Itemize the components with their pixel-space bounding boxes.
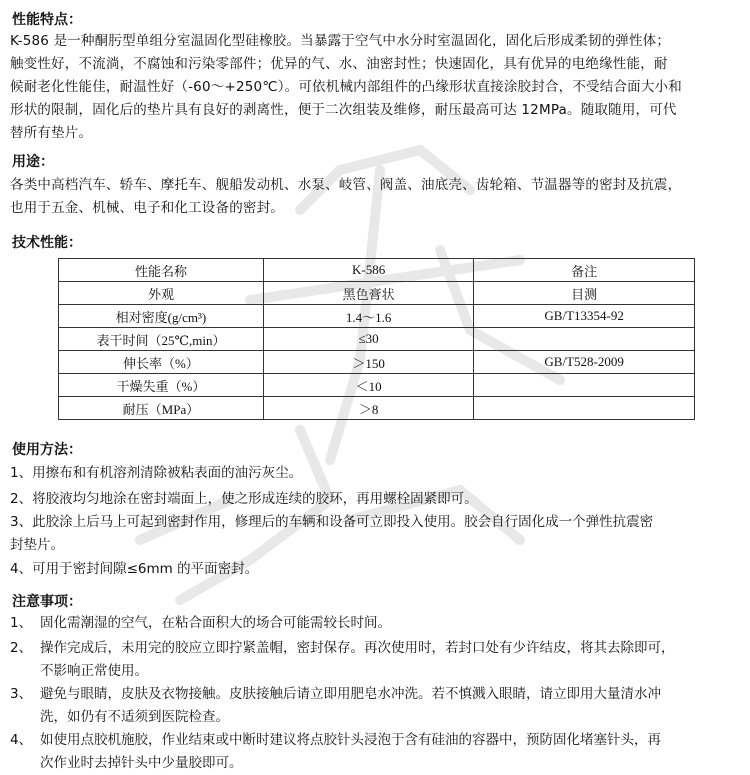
table-row xyxy=(59,397,695,420)
table-row xyxy=(59,305,695,328)
table-cell: 相对密度(g/cm³) xyxy=(59,305,264,328)
note-line: 次作业时去掉针头中少量胶即可。 xyxy=(40,755,243,771)
note-number: 4、 xyxy=(10,732,33,748)
method-item: 2、将胶液均匀地涂在密封端面上，使之形成连续的胶环，再用螺栓固紧即可。 xyxy=(10,491,478,507)
features-line: 替所有垫片。 xyxy=(10,125,93,141)
method-item: 1、用擦布和有机溶剂清除被粘表面的油污灰尘。 xyxy=(10,465,303,481)
table-cell: ＞150 xyxy=(263,351,473,374)
table-cell: 耐压（MPa） xyxy=(59,397,264,420)
table-cell: 干燥失重（%） xyxy=(59,374,264,397)
table-cell: ＜10 xyxy=(263,374,473,397)
table-cell: 目测 xyxy=(474,282,695,305)
specs-table xyxy=(58,258,695,420)
note-line: 不影响正常使用。 xyxy=(40,663,148,679)
table-header-row xyxy=(59,259,695,282)
table-cell: 1.4～1.6 xyxy=(263,305,473,328)
table-header-cell: 备注 xyxy=(474,259,695,282)
usage-line: 各类中高档汽车、轿车、摩托车、舰船发动机、水泵、岐管、阀盖、油底壳、齿轮箱、节温器等的密封及抗震， xyxy=(10,177,682,193)
usage-line: 也用于五金、机械、电子和化工设备的密封。 xyxy=(10,200,284,216)
table-row xyxy=(59,282,695,305)
method-item: 3、此胶涂上后马上可起到密封作用，修理后的车辆和设备可立即投入使用。胶会自行固化成一个弹性抗震密 xyxy=(10,514,654,530)
usage-paragraph xyxy=(10,174,742,220)
note-number: 3、 xyxy=(10,686,33,702)
features-paragraph xyxy=(10,30,742,145)
table-cell: 表干时间（25℃,min） xyxy=(59,328,264,351)
table-header-cell: K-586 xyxy=(263,259,473,282)
table-cell: 黑色膏状 xyxy=(263,282,473,305)
features-line: 形状的限制，固化后的垫片具有良好的剥离性，便于二次组装及维修，耐压最高可达 12MPa。随取随用，可代 xyxy=(10,102,677,118)
table-cell: ≤30 xyxy=(263,328,473,351)
table-cell xyxy=(474,374,695,397)
features-line: 候耐老化性能佳，耐温性好（-60～+250℃）。可依机械内部组件的凸缘形状直接涂胶封合，不受结合面大小和 xyxy=(10,79,682,95)
table-header-cell: 性能名称 xyxy=(59,259,264,282)
note-line: 洗，如仍有不适须到医院检查。 xyxy=(40,709,229,725)
method-item: 4、可用于密封间隙≤6mm 的平面密封。 xyxy=(10,561,259,577)
note-number: 1、 xyxy=(10,615,33,631)
table-row xyxy=(59,374,695,397)
features-line: 触变性好，不流淌，不腐蚀和污染零部件；优异的气、水、油密封性；快速固化，具有优异的电绝缘性能，耐 xyxy=(10,56,668,72)
usage-heading: 用途： xyxy=(12,154,54,170)
note-line: 如使用点胶机施胶，作业结束或中断时建议将点胶针头浸泡于含有硅油的容器中，预防固化堵塞针头，再 xyxy=(40,732,661,748)
note-line: 避免与眼睛，皮肤及衣物接触。皮肤接触后请立即用肥皂水冲洗。若不慎溅入眼睛，请立即用大量清水冲 xyxy=(40,686,661,702)
specs-heading: 技术性能： xyxy=(12,235,82,251)
features-heading: 性能特点： xyxy=(12,12,82,28)
table-cell: 外观 xyxy=(59,282,264,305)
table-cell xyxy=(474,397,695,420)
note-line: 固化需潮湿的空气，在粘合面积大的场合可能需较长时间。 xyxy=(40,615,391,631)
table-cell: 伸长率（%） xyxy=(59,351,264,374)
table-cell xyxy=(474,328,695,351)
note-line: 操作完成后，未用完的胶应立即拧紧盖帽，密封保存。再次使用时，若封口处有少许结皮，将其去除即可， xyxy=(40,640,675,656)
table-cell: ＞8 xyxy=(263,397,473,420)
table-row xyxy=(59,351,695,374)
table-cell: GB/T528-2009 xyxy=(474,351,695,374)
table-cell: GB/T13354-92 xyxy=(474,305,695,328)
note-number: 2、 xyxy=(10,640,33,656)
table-row xyxy=(59,328,695,351)
method-heading: 使用方法： xyxy=(12,442,82,458)
features-line: K-586 是一种酮肟型单组分室温固化型硅橡胶。当暴露于空气中水分时室温固化，固化后形成柔韧的弹性体； xyxy=(10,33,671,49)
notes-heading: 注意事项： xyxy=(12,594,82,610)
method-item-continued: 封垫片。 xyxy=(10,537,64,553)
